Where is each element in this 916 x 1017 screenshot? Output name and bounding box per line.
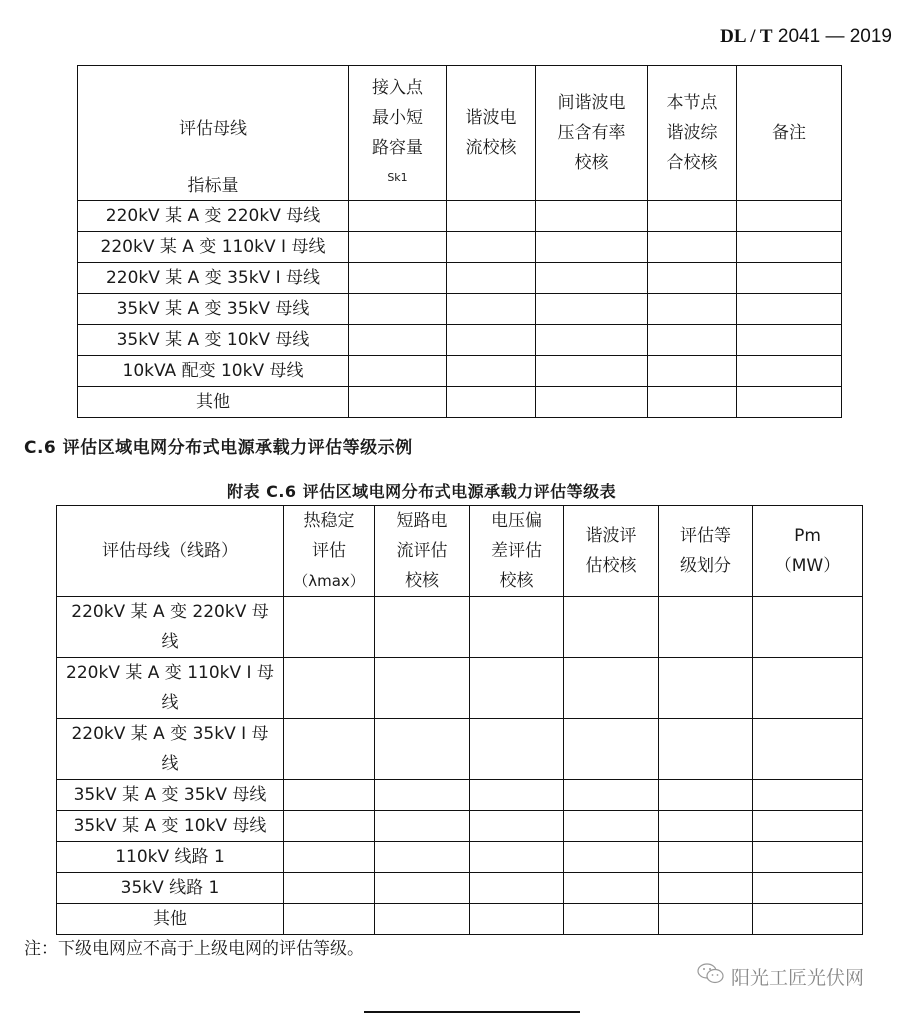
empty-cell: [648, 263, 737, 294]
empty-cell: [470, 904, 564, 935]
column-header: [536, 66, 648, 201]
row-label: 35kV 某 A 变 35kV 母线: [78, 294, 349, 325]
empty-cell: [753, 904, 863, 935]
empty-cell: [349, 325, 447, 356]
column-header: [737, 66, 842, 201]
empty-cell: [564, 719, 659, 780]
empty-cell: [564, 780, 659, 811]
empty-cell: [447, 325, 536, 356]
empty-cell: [659, 904, 753, 935]
empty-cell: [349, 201, 447, 232]
header-line: 本节点: [666, 93, 718, 113]
table-row: [57, 780, 863, 811]
empty-cell: [753, 842, 863, 873]
empty-cell: [349, 356, 447, 387]
empty-cell: [536, 387, 648, 418]
column-header: [564, 506, 659, 597]
empty-cell: [536, 325, 648, 356]
empty-cell: [659, 811, 753, 842]
header-line: 级划分: [680, 556, 731, 576]
empty-cell: [447, 201, 536, 232]
empty-cell: [648, 232, 737, 263]
table-row: [78, 325, 842, 356]
standard-dash: —: [825, 26, 845, 47]
capacity-grade-table: [56, 505, 863, 935]
header-line: 接入点: [372, 78, 423, 98]
corner-top-label: 评估母线: [179, 119, 247, 139]
table-row: [57, 842, 863, 873]
row-label: [57, 904, 284, 935]
column-header: [57, 506, 284, 597]
row-label-line: 35kV 某 A 变 10kV 母线: [73, 816, 267, 836]
header-line: 短路电: [396, 511, 448, 531]
empty-cell: [470, 780, 564, 811]
empty-cell: [284, 597, 375, 658]
header-line: 谐波电: [465, 108, 517, 128]
standard-year: 2019: [849, 26, 892, 47]
empty-cell: [375, 780, 470, 811]
empty-cell: [659, 873, 753, 904]
table-row: [78, 263, 842, 294]
row-label-line: 220kV 某 A 变 110kV I 母: [66, 663, 274, 683]
standard-prefix: DL / T: [720, 26, 773, 47]
row-label: [57, 811, 284, 842]
empty-cell: [375, 719, 470, 780]
column-header: [648, 66, 737, 201]
table-row: [78, 232, 842, 263]
column-header: [375, 506, 470, 597]
empty-cell: [564, 904, 659, 935]
table-header-row: [57, 506, 863, 597]
empty-cell: [375, 658, 470, 719]
table-row: [78, 356, 842, 387]
empty-cell: [284, 811, 375, 842]
empty-cell: [737, 387, 842, 418]
standard-number: [720, 26, 892, 48]
empty-cell: [659, 597, 753, 658]
header-line: 谐波综: [666, 123, 718, 143]
row-label: 220kV 某 A 变 220kV 母线: [78, 201, 349, 232]
empty-cell: [470, 873, 564, 904]
header-line: 流评估: [396, 541, 448, 561]
header-line: （λmax）: [293, 572, 365, 590]
empty-cell: [648, 294, 737, 325]
header-line: 合校核: [666, 153, 718, 173]
header-line: 间谐波电: [557, 93, 626, 113]
empty-cell: [753, 873, 863, 904]
row-label: [57, 719, 284, 780]
table-row: [57, 597, 863, 658]
wechat-icon: [697, 962, 725, 991]
empty-cell: [470, 811, 564, 842]
header-line: 校核: [499, 571, 534, 591]
empty-cell: [648, 325, 737, 356]
row-label: 220kV 某 A 变 110kV I 母线: [78, 232, 349, 263]
empty-cell: [753, 658, 863, 719]
empty-cell: [659, 842, 753, 873]
empty-cell: [375, 842, 470, 873]
row-label-line: 220kV 某 A 变 35kV I 母: [71, 724, 269, 744]
table-row: [78, 201, 842, 232]
table-header-row: [78, 66, 842, 201]
empty-cell: [284, 780, 375, 811]
empty-cell: [470, 842, 564, 873]
footnote: 注：下级电网应不高于上级电网的评估等级。: [24, 939, 364, 959]
footer-rule: [364, 1011, 580, 1013]
corner-bottom-label: 指标量: [187, 176, 239, 196]
empty-cell: [284, 842, 375, 873]
empty-cell: [375, 811, 470, 842]
empty-cell: [564, 842, 659, 873]
row-label: 220kV 某 A 变 35kV I 母线: [78, 263, 349, 294]
empty-cell: [564, 597, 659, 658]
empty-cell: [536, 232, 648, 263]
empty-cell: [564, 658, 659, 719]
row-label: 其他: [78, 387, 349, 418]
header-line: 压含有率: [557, 123, 626, 143]
table-row: [78, 387, 842, 418]
empty-cell: [349, 232, 447, 263]
corner-header-cell: [78, 66, 349, 201]
empty-cell: [564, 873, 659, 904]
empty-cell: [470, 719, 564, 780]
row-label-line: 线: [161, 632, 179, 652]
empty-cell: [737, 263, 842, 294]
table-row: [57, 811, 863, 842]
row-label: [57, 873, 284, 904]
table-row: [57, 873, 863, 904]
empty-cell: [737, 325, 842, 356]
empty-cell: [536, 201, 648, 232]
row-label-line: 35kV 某 A 变 35kV 母线: [73, 785, 267, 805]
table-row: [57, 904, 863, 935]
header-line: Pm: [794, 526, 821, 546]
header-line: 谐波评: [585, 526, 637, 546]
header-line: 差评估: [491, 541, 542, 561]
header-line: 流校核: [465, 138, 517, 158]
row-label-line: 110kV 线路 1: [115, 847, 225, 867]
watermark: [697, 962, 864, 991]
empty-cell: [470, 658, 564, 719]
row-label: [57, 842, 284, 873]
empty-cell: [659, 780, 753, 811]
header-line: 评估母线（线路）: [102, 541, 238, 561]
empty-cell: [349, 294, 447, 325]
column-header: [447, 66, 536, 201]
table-caption: 附表 C.6 评估区域电网分布式电源承载力评估等级表: [227, 482, 617, 501]
row-label-line: 线: [161, 754, 179, 774]
row-label-line: 220kV 某 A 变 220kV 母: [71, 602, 269, 622]
header-line: 评估等: [680, 526, 731, 546]
empty-cell: [536, 356, 648, 387]
empty-cell: [753, 719, 863, 780]
row-label: [57, 597, 284, 658]
column-header: [349, 66, 447, 201]
empty-cell: [659, 719, 753, 780]
empty-cell: [284, 904, 375, 935]
empty-cell: [447, 387, 536, 418]
row-label-line: 35kV 线路 1: [120, 878, 220, 898]
watermark-text: 阳光工匠光伏网: [731, 967, 865, 989]
header-line: 备注: [772, 123, 806, 143]
header-line: 热稳定: [303, 511, 355, 531]
table-row: [57, 719, 863, 780]
empty-cell: [284, 873, 375, 904]
row-label: 35kV 某 A 变 10kV 母线: [78, 325, 349, 356]
empty-cell: [659, 658, 753, 719]
empty-cell: [375, 904, 470, 935]
header-line: （MW）: [774, 556, 841, 576]
empty-cell: [737, 356, 842, 387]
table-row: [78, 294, 842, 325]
empty-cell: [284, 719, 375, 780]
empty-cell: [375, 873, 470, 904]
table-row: [57, 658, 863, 719]
empty-cell: [737, 201, 842, 232]
row-label: [57, 780, 284, 811]
empty-cell: [349, 387, 447, 418]
empty-cell: [753, 811, 863, 842]
empty-cell: [648, 387, 737, 418]
empty-cell: [564, 811, 659, 842]
row-label: 10kVA 配变 10kV 母线: [78, 356, 349, 387]
empty-cell: [284, 658, 375, 719]
empty-cell: [536, 263, 648, 294]
column-header: [753, 506, 863, 597]
empty-cell: [737, 232, 842, 263]
empty-cell: [447, 294, 536, 325]
empty-cell: [447, 356, 536, 387]
column-header: [659, 506, 753, 597]
empty-cell: [536, 294, 648, 325]
empty-cell: [470, 597, 564, 658]
header-line: 最小短: [372, 108, 423, 128]
header-line: 估校核: [585, 556, 637, 576]
header-line: 路容量: [372, 138, 423, 158]
empty-cell: [648, 201, 737, 232]
header-subscript: Sk1: [387, 171, 408, 184]
empty-cell: [648, 356, 737, 387]
header-line: 校核: [405, 571, 439, 591]
empty-cell: [375, 597, 470, 658]
column-header: [470, 506, 564, 597]
section-heading: C.6 评估区域电网分布式电源承载力评估等级示例: [24, 438, 413, 458]
header-line: 评估: [312, 541, 346, 561]
empty-cell: [447, 232, 536, 263]
header-line: 电压偏: [491, 511, 542, 531]
row-label-line: 其他: [153, 909, 187, 929]
bus-harmonic-table: [77, 65, 842, 418]
empty-cell: [349, 263, 447, 294]
standard-code: 2041: [777, 26, 821, 47]
empty-cell: [753, 780, 863, 811]
column-header: [284, 506, 375, 597]
empty-cell: [447, 263, 536, 294]
empty-cell: [753, 597, 863, 658]
row-label-line: 线: [161, 693, 179, 713]
header-line: 校核: [574, 153, 609, 173]
empty-cell: [737, 294, 842, 325]
row-label: [57, 658, 284, 719]
